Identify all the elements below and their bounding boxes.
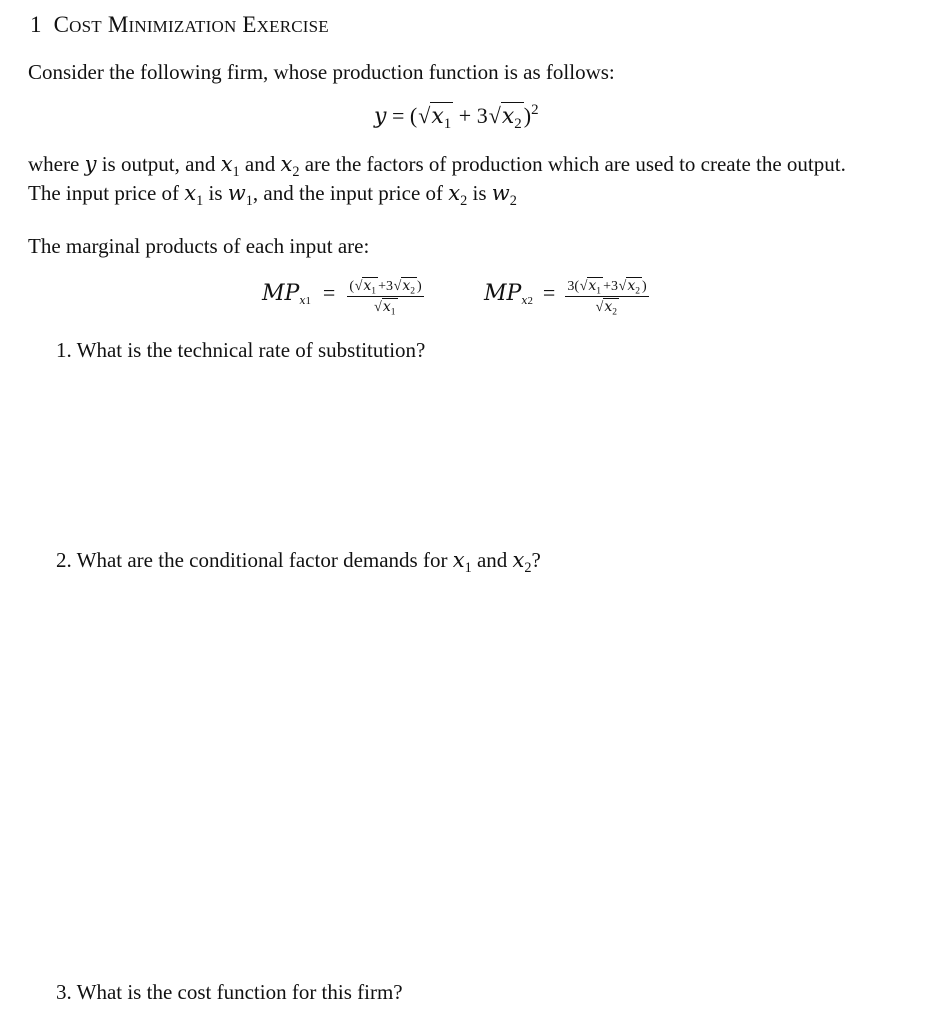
question-text: What are the conditional factor demands for $x_1$ and $x_2$? <box>76 548 541 576</box>
question-text: What is the technical rate of substitution? <box>76 338 426 362</box>
question-text: What is the cost function for this firm? <box>76 980 403 1004</box>
definitions-line-2: The input price of $x_1$ is $w_1$, and the input price of $x_2$ is $w_2$ <box>28 181 517 209</box>
mp-x1-fraction: $\frac{(√x_1 +3√x_2 )}{√x_1}$ <box>349 278 422 318</box>
section-number: 1 <box>30 12 42 37</box>
title-word-cost: COST <box>53 12 102 37</box>
sqrt-x1: $√x_1$ <box>418 103 452 133</box>
production-function-equation: $y = (√x_1 + 3√x_2)^2$ <box>374 102 539 133</box>
question-1 <box>56 338 425 363</box>
question-2 <box>56 548 541 576</box>
section-title <box>30 12 329 38</box>
question-number: 2. <box>56 548 72 572</box>
mp-x2-fraction: $\frac{3(√x_1 +3√x_2 )}{√x_2}$ <box>567 278 647 318</box>
intro-paragraph: Consider the following firm, whose production function is as follows: <box>28 60 615 84</box>
sqrt-x2: $√x_2$ <box>488 103 522 133</box>
title-word-exercise: EXERCISE <box>242 12 329 37</box>
marginal-products-intro: The marginal products of each input are: <box>28 234 370 258</box>
title-word-minimization: MINIMIZATION <box>107 12 237 37</box>
marginal-product-x1: $MP_{x1}$ = $\frac{(√x_1 +3√x_2 )}{√x_1}$ <box>262 278 422 318</box>
marginal-product-x2: $MP_{x2}$ = $\frac{3(√x_1 +3√x_2 )}{√x_2}$ <box>484 278 647 318</box>
question-number: 1. <box>56 338 72 362</box>
question-number: 3. <box>56 980 72 1004</box>
question-3 <box>56 980 403 1005</box>
definitions-line-1: where y is output, and $x_1$ and $x_2$ are the factors of production which are used to create the output. <box>28 152 846 180</box>
